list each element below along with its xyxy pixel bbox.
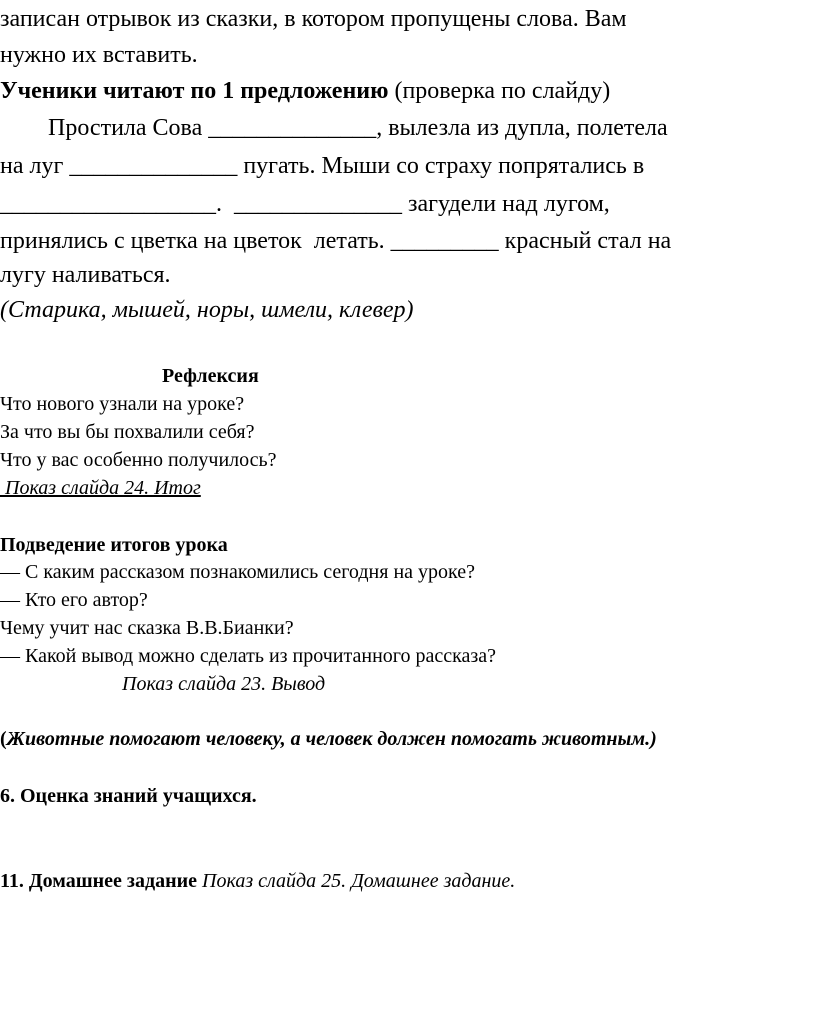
exercise-answers: (Старика, мышей, норы, шмели, клевер) <box>0 297 414 323</box>
homework-title: 11. Домашнее задание <box>0 870 198 892</box>
evaluation-title: 6. Оценка знаний учащихся. <box>0 785 257 807</box>
reflection-question: За что вы бы похвалили себя? <box>0 421 255 443</box>
task-note: (проверка по слайду) <box>388 78 611 104</box>
task-bold: Ученики читают по 1 предложению <box>0 78 389 104</box>
homework-slide-note: Показ слайда 25. Домашнее задание. <box>197 870 516 892</box>
reflection-slide-note: Показ слайда 24. Итог <box>0 477 201 499</box>
reflection-question: Что у вас особенно получилось? <box>0 449 277 471</box>
exercise-line-5: лугу наливаться. <box>0 262 171 288</box>
conclusion-paren: ( <box>0 728 7 750</box>
intro-line-1: записан отрывок из сказки, в котором пропущены слова. Вам <box>0 6 627 32</box>
exercise-line-3: __________________. ______________ загудели над лугом, <box>0 191 610 217</box>
homework-line <box>0 870 515 893</box>
reflection-question: Что нового узнали на уроке? <box>0 393 245 415</box>
summary-title: Подведение итогов урока <box>0 534 228 556</box>
conclusion-text: Животные помогают человеку, а человек должен помогать животным.) <box>6 728 657 750</box>
summary-conclusion <box>0 728 657 751</box>
exercise-line-4: принялись с цветка на цветок летать. _________ красный стал на <box>0 228 672 254</box>
reflection-title: Рефлексия <box>162 365 259 387</box>
summary-question: — С каким рассказом познакомились сегодня на уроке? <box>0 561 475 583</box>
intro-line-2: нужно их вставить. <box>0 42 198 68</box>
summary-slide-note: Показ слайда 23. Вывод <box>122 673 326 695</box>
exercise-line-1: Простила Сова ______________, вылезла из дупла, полетела <box>0 115 668 141</box>
summary-question: — Кто его автор? <box>0 589 148 611</box>
exercise-line-2: на луг ______________ пугать. Мыши со страху попрятались в <box>0 153 645 179</box>
summary-question: — Какой вывод можно сделать из прочитанного рассказа? <box>0 645 497 667</box>
task-instruction <box>0 78 610 105</box>
summary-question: Чему учит нас сказка В.В.Бианки? <box>0 617 294 639</box>
